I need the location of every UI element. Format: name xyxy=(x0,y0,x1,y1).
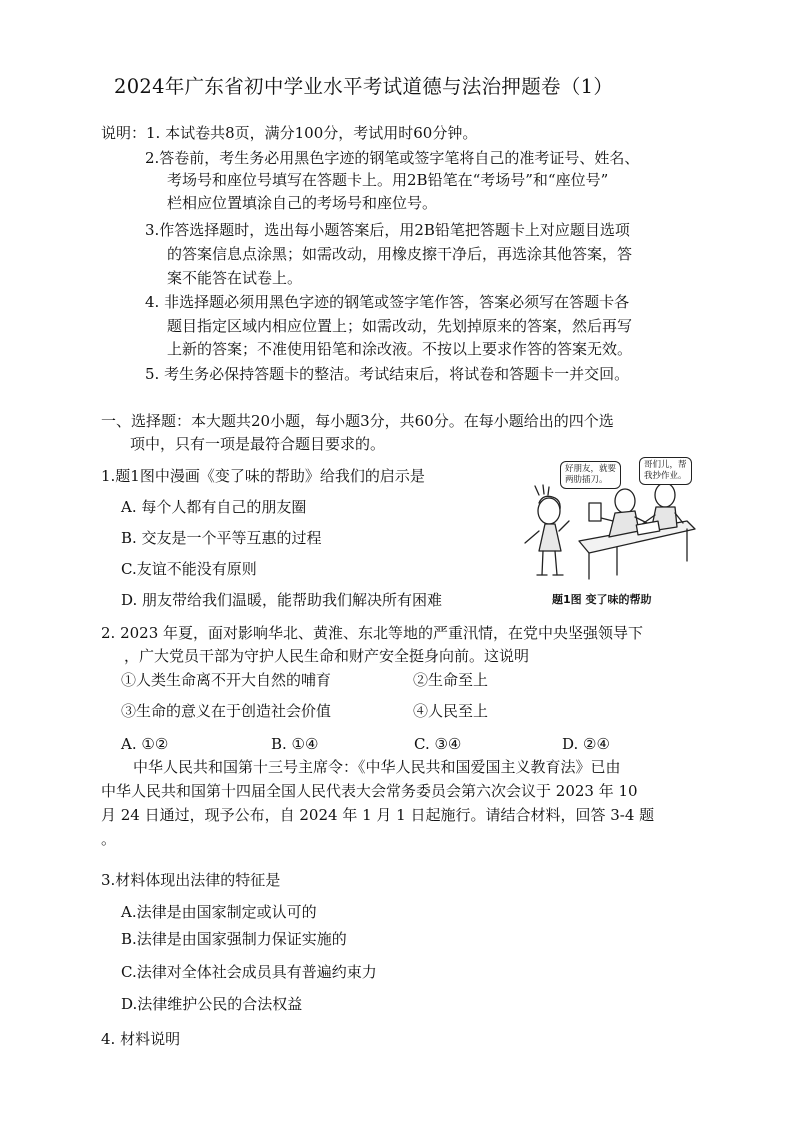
instruction-intro: 说明：1. 本试卷共8页，满分100分，考试用时60分钟。 xyxy=(101,124,478,142)
option-c: C.法律对全体社会成员具有普遍约束力 xyxy=(121,963,377,981)
option-a: A.法律是由国家制定或认可的 xyxy=(121,903,317,921)
section-header-cont: 项中，只有一项是最符合题目要求的。 xyxy=(130,435,386,453)
instruction-line: 2.答卷前，考生务必用黑色字迹的钢笔或签字笔将自己的准考证号、姓名、 xyxy=(145,149,640,167)
option-c: C. ③④ xyxy=(414,735,462,753)
statement-4: ④人民至上 xyxy=(413,702,489,720)
question-stem: 1.题1图中漫画《变了味的帮助》给我们的启示是 xyxy=(101,467,425,485)
page-title: 2024年广东省初中学业水平考试道德与法治押题卷（1） xyxy=(114,75,614,98)
statement-2: ②生命至上 xyxy=(413,671,489,689)
option-a: A. ①② xyxy=(121,735,169,753)
option-a: A. 每个人都有自己的朋友圈 xyxy=(121,498,307,516)
instruction-line: 题目指定区域内相应位置上；如需改动，先划掉原来的答案，然后再写 xyxy=(167,317,633,335)
option-d: D. ②④ xyxy=(562,735,610,753)
material-line: 中华人民共和国第十三号主席令：《中华人民共和国爱国主义教育法》已由 xyxy=(133,758,621,776)
speech-bubble-text: 哥们儿，帮 xyxy=(644,460,687,470)
instruction-line: 考场号和座位号填写在答题卡上。用2B铅笔在“考场号”和“座位号” xyxy=(167,171,609,189)
option-b: B. 交友是一个平等互惠的过程 xyxy=(121,529,322,547)
option-d: D. 朋友带给我们温暖，能帮助我们解决所有困难 xyxy=(121,591,443,609)
figure-caption: 题1图 变了味的帮助 xyxy=(552,593,652,606)
speech-bubble-right xyxy=(639,457,692,485)
instruction-line: 案不能答在试卷上。 xyxy=(167,269,303,287)
option-b: B. ①④ xyxy=(271,735,319,753)
material-line: 中华人民共和国第十四届全国人民代表大会常务委员会第六次会议于 2023 年 10 xyxy=(101,782,638,800)
instruction-line: 上新的答案；不准使用铅笔和涂改液。不按以上要求作答的答案无效。 xyxy=(167,340,633,358)
statement-1: ①人类生命离不开大自然的哺育 xyxy=(121,671,332,689)
speech-bubble-text: 两肋插刀。 xyxy=(565,475,608,485)
question-4-stem: 4. 材料说明 xyxy=(101,1030,181,1048)
question-stem: 2. 2023 年夏，面对影响华北、黄淮、东北等地的严重汛情，在党中央坚强领导下 xyxy=(101,624,644,642)
instruction-line: 的答案信息点涂黑；如需改动，用橡皮擦干净后，再选涂其他答案，答 xyxy=(167,245,633,263)
instruction-line: 5. 考生务必保持答题卡的整洁。考试结束后，将试卷和答题卡一并交回。 xyxy=(145,365,630,383)
cartoon-figure xyxy=(517,451,698,585)
speech-bubble-text: 好朋友，就要 xyxy=(565,464,617,474)
material-line: 。 xyxy=(101,830,117,848)
section-header: 一、选择题：本大题共20小题，每小题3分，共60分。在每小题给出的四个选 xyxy=(101,412,614,430)
option-c: C.友谊不能没有原则 xyxy=(121,560,257,578)
material-line: 月 24 日通过，现予公布，自 2024 年 1 月 1 日起施行。请结合材料，回答 3-4 题 xyxy=(101,806,655,824)
question-stem-cont: ，广大党员干部为守护人民生命和财产安全挺身向前。这说明 xyxy=(124,647,530,665)
option-d: D.法律维护公民的合法权益 xyxy=(121,995,303,1013)
speech-bubble-left xyxy=(560,461,621,489)
instruction-line: 3.作答选择题时，选出每小题答案后，用2B铅笔把答题卡上对应题目选项 xyxy=(145,221,630,239)
question-stem: 3.材料体现出法律的特征是 xyxy=(101,871,281,889)
statement-3: ③生命的意义在于创造社会价值 xyxy=(121,702,332,720)
speech-bubble-text: 我抄作业。 xyxy=(644,471,687,481)
instruction-line: 栏相应位置填涂自己的考场号和座位号。 xyxy=(167,194,438,212)
option-b: B.法律是由国家强制力保证实施的 xyxy=(121,930,347,948)
instruction-line: 4. 非选择题必须用黑色字迹的钢笔或签字笔作答，答案必须写在答题卡各 xyxy=(145,293,630,311)
